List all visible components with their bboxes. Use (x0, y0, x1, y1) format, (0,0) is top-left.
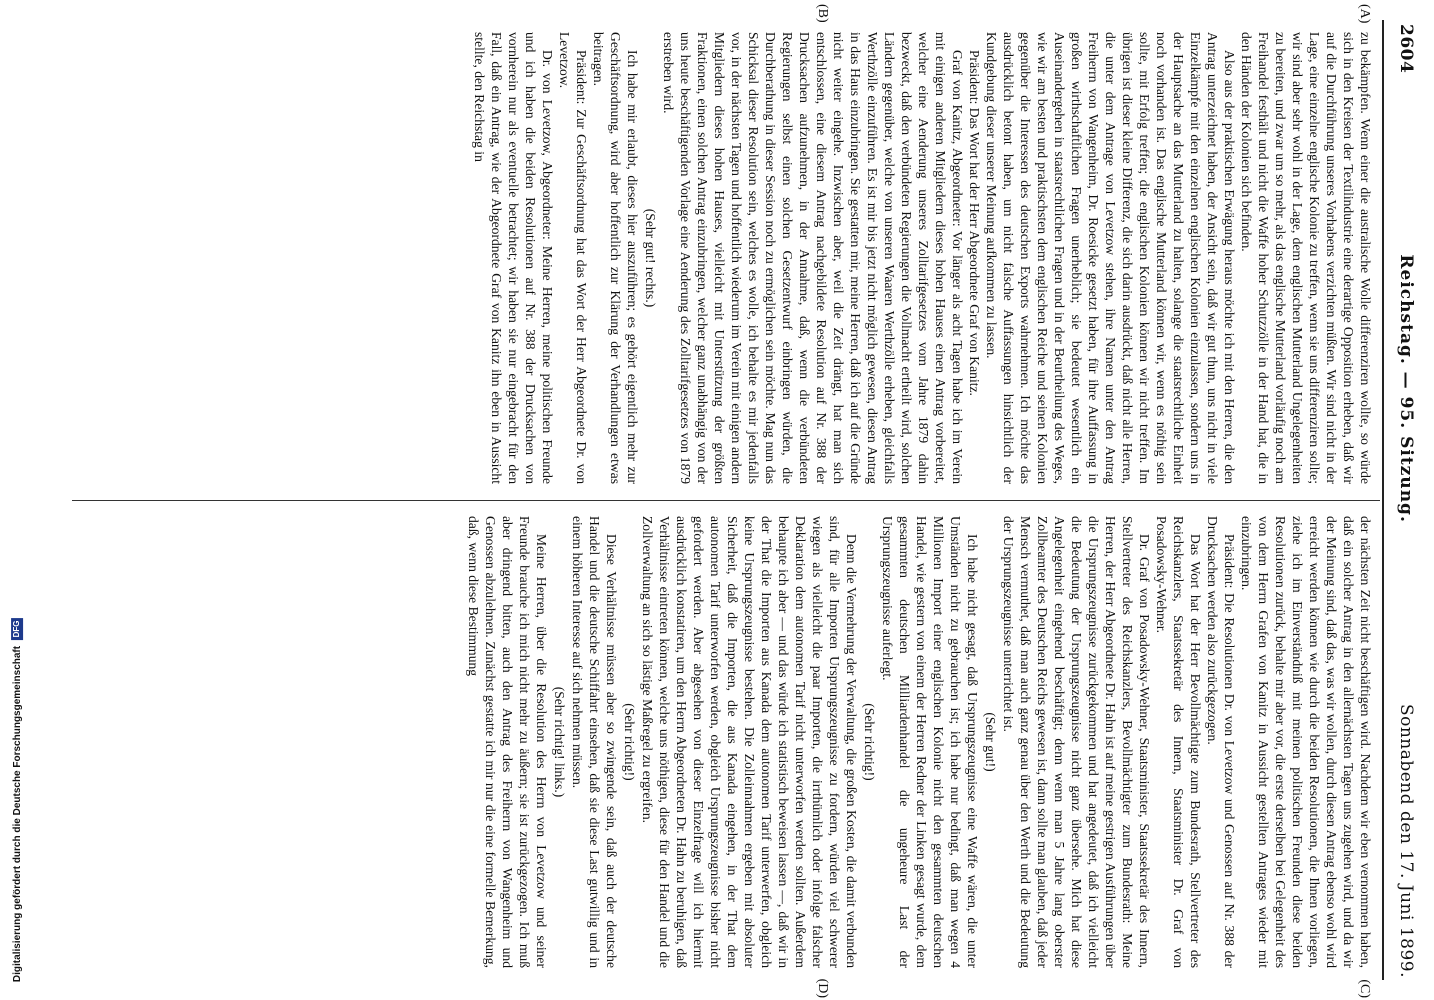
paragraph-president: Präsident: Zur Geschäftsordnung hat das Wort der Herr Abgeordnete Dr. von Levetzow. (557, 32, 589, 484)
margin-marker-b: (B) (815, 4, 830, 23)
margin-marker-d: (D) (815, 978, 830, 998)
paragraph-president: Präsident: Die Resolutionen Dr. von Levetzow und Genossen auf Nr. 388 der Drucksachen werden also zurückgezogen. (1205, 516, 1237, 968)
paragraph: Denn die Vermehrung der Verwaltung, die großen Kosten, die damit verbunden sind, für alle Importen Ursprungszeugnisse zu fordern, würden viel schwerer wiegen als vielleicht die paar Importen, die irrthümlich oder infolge falscher Deklaration dem autonomen Tarif nicht unterworfen werden sollten. Außerdem behaupte ich aber — und das würde ich statistisch beweisen lassen —, daß wir in der That die Importen aus Kanada dem autonomen Tarif unterwerfen, obgleich keine Ursprungszeugnisse bestehen. Die Zolleinnahmen ergeben mit absoluter Sicherheit, daß die Importen, die aus Kanada eingehen, in der That dem autonomen Tarif unterworfen werden, obgleich Ursprungszeugnisse bisher nicht gefordert werden. Aber abgesehen von dieser Einzelfrage will ich hiermit ausdrücklich konstatiren, um den Herrn Abgeordneten Dr. Hahn zu beruhigen, daß Verhältnisse eintreten können, welche uns nöthigen, diese für den Handel und die Zollverwaltung an sich so lästige Maßregel zu ergreifen. (640, 516, 859, 968)
paragraph: zu bekämpfen. Wenn einer die australische Wolle differenziren wollte, so würde sich in den Kreisen der Textilindustrie eine derartige Opposition erheben, daß wir auf die Durchführung unseres Vorhabens verzichten müßten. Wir sind nicht in der Lage, eine einzelne englische Kolonie zu treffen, wenn sie uns differenziren sollte; wir sind aber sehr wohl in der Lage, dem englischen Mutterland Ungelegenheiten zu bereiten, und zwar um so mehr, als das englische Mutterland vorläufig noch am Freihandel festhält und nicht die Waffe hoher Schutzzölle in der Hand hat, die in den Händen der Kolonien sich befinden. (1239, 32, 1373, 484)
paragraph: Diese Verhältnisse müssen aber so zwingende sein, daß auch der deutsche Handel und die deutsche Schiffahrt einsehen, daß sie diese Last gutwillig und in einem höheren Interesse auf sich nehmen müssen. (570, 516, 619, 968)
paragraph: Ich habe nicht gesagt, daß Ursprungszeugnisse eine Waffe wären, die unter Umständen nicht zu gebrauchen ist; ich habe nur bedingt, daß man wegen 4 Millionen Import einer englischen Kolonie nicht den gesammten deutschen Handel, wie gestern von einem der Herren Redner der Linken gesagt wurde, dem gesammten deutschen Milliardenhandel die ungeheure Last der Ursprungszeugnisse auferlegt. (880, 516, 980, 968)
paragraph-speech-levetzow: Dr. von Levetzow, Abgeordneter: Meine Herren, meine politischen Freunde und ich haben die beiden Resolutionen auf Nr. 388 der Drucksachen von vornherein nur als eventuelle betrachtet; wir haben sie nur eingebracht für den Fall, daß ein Antrag, wie der Abgeordnete Graf von Kanitz ihn eben in Aussicht stellte, den Reichstag in (472, 32, 555, 484)
paragraph-speech-posadowsky: Dr. Graf von Posadowsky-Wehner, Staatsminister, Staatssekretär des Innern, Stellvertreter des Reichskanzlers, Bevollmächtigter zum Bundesrath: Meine Herren, der Herr Abgeordnete Dr. Hahn ist auf meine gestrigen Ausführungen über die Ursprungszeugnisse zurückgekommen und hat angedeutet, daß ich vielleicht die Bedeutung der Ursprungszeugnisse nicht ganz übersehe. Mich hat diese Angelegenheit eingehend beschäftigt; denn wenn man 5 Jahre lang oberster Zollbeamter des Deutschen Reichs gewesen ist, dann sollte man glauben, daß jeder Mensch vermuthet, daß man auch ganz genau über den Werth und die Bedeutung der Ursprungszeugnisse unterrichtet ist. (1001, 516, 1152, 968)
paragraph-president: Präsident: Das Wort hat der Herr Abgeordnete Graf von Kanitz. (967, 50, 982, 396)
paragraph: Meine Herren, über die Resolution des Herrn von Levetzow und seiner Freunde brauche ich mich nicht mehr zu äußern; sie ist zurückgezogen. Ich muß aber dringend bitten, auch den Antrag des Freiherrn von Wangenheim und Genossen abzulehnen. Zunächst gestatte ich mir nur die eine formelle Bemerkung, daß, wenn diese Bestimmung (466, 516, 549, 968)
paragraph: Ich habe mir erlaubt, dieses hier auszuführen; es gehört eigentlich mehr zur Geschäftsordnung, wird aber hoffentlich zur Klärung der Verhandlungen etwas beitragen. (591, 32, 640, 484)
paragraph-speech-kanitz: Graf von Kanitz, Abgeordneter: Vor länger als acht Tagen habe ich im Verein mit einigen anderen Mitgliedern dieses hohen Hauses einen Antrag vorbereitet, welcher eine Aenderung unseres Zolltarifgesetzes vom Jahre 1879 dahin bezweckt, daß den verbündeten Regierungen die Vollmacht ertheilt wird, solchen Ländern gegenüber, welche von unseren Waaren Werthzölle erheben, gleichfalls Werthzölle einzuführen. Es ist mir bis jetzt nicht möglich gewesen, diesen Antrag in das Haus einzubringen. Sie gestatten mir, meine Herren, daß ich auf die Gründe nicht weiter eingehe. Inzwischen aber, weil die Zeit drängt, hat man sich entschlossen, eine diesem Antrag nachgebildete Resolution auf Nr. 388 der Drucksachen aufzunehmen, in der Annahme, daß, wenn die verbündeten Regierungen selbst einen solchen Gesetzentwurf einbringen würden, die Durchberathung in dieser Session noch zu ermöglichen sein möchte. Mag nun das Schicksal dieser Resolution sein, welches es wolle, ich behalte es mir jedenfalls vor, in der nächsten Tagen und hoffentlich wiederum im Verein mit einigen andern Mitgliedern dieses hohen Hauses, vielleicht mit Unterstützung der größten Fraktionen, einen solchen Antrag einzubringen, welcher ganz unabhängig von der uns heute beschäftigenden Vorlage eine Aenderung des Zolltarifgesetzes von 1879 erstreben wird. (661, 32, 965, 484)
left-column (471, 32, 1374, 484)
paragraph: Also aus der praktischen Erwägung heraus möchte ich mit den Herren, die den Antrag unterzeichnet haben, der Ansicht sein, daß wir gut thun, uns nicht in viele Einzelkämpfe mit den einzelnen englischen Kolonien einzulassen, sondern uns in der Hauptsache an das Mutterland zu halten, solange die staatsrechtliche Einheit noch vorhanden ist. Das englische Mutterland können wir, wenn es nöthig sein sollte, mit Erfolg treffen; die englischen Kolonien können wir nicht treffen. Im übrigen ist dieser kleine Differenz, die sich darin ausdrückt, daß nicht alle Herren, die unter dem Antrage von Levetzow stehen, ihre Namen unter den Antrag Freiherrn von Wangenheim, Dr. Roesicke gesetzt haben, für ihre Auffassung in großen wirthschaftlichen Fragen unerheblich; sie bedeutet wesentlich ein Auseinandergehen in staatsrechtlichen Fragen und in der Beurtheilung des Weges, wie wir am besten und praktischsten dem englischen Reiche und seinen Kolonien gegenüber die Interessen des deutschen Exports wahrnehmen. Ich möchte das ausdrücklich betont haben, um nicht falsche Auffassungen hinsichtlich der Kundgebung dieser unserer Meinung aufkommen zu lassen. (984, 32, 1237, 484)
margin-marker-c: (C) (1357, 979, 1372, 998)
right-column (465, 516, 1374, 968)
session-title: Reichstag. — 95. Sitzung. (1396, 254, 1416, 523)
dfg-logo: DFG (11, 618, 23, 640)
paragraph: Das Wort hat der Herr Bevollmächtigte zum Bundesrath, Stellvertreter des Reichskanzlers, Staatssekretär des Innern, Staatsminister Dr. Graf von Posadowsky-Wehner. (1154, 516, 1203, 968)
column-divider (72, 500, 1380, 501)
interjection: (Sehr richtig!) (862, 703, 877, 781)
interjection: (Sehr gut!) (983, 712, 998, 772)
header-rule (1382, 20, 1384, 980)
margin-marker-a: (A) (1357, 4, 1372, 24)
interjection: (Sehr gut! rechts.) (643, 208, 658, 308)
page-number: 2604 (1396, 24, 1416, 74)
page-header (1386, 24, 1426, 978)
interjection: (Sehr richtig! links.) (552, 686, 567, 798)
paragraph: der nächsten Zeit nicht beschäftigen wird. Nachdem wir eben vernommen haben, daß ein solcher Antrag in den allernächsten Tagen uns zugehen wird, und da wir der Meinung sind, daß das, was wir wollen, durch diesen Antrag ebenso wohl wird erreicht werden können wie durch die beiden Resolutionen, die Ihnen vorliegen, ziehe ich im Einverständniß mit meinen politischen Freunden diese beiden Resolutionen zurück, behalte mir aber vor, die erste derselben bei Gelegenheit des von dem Herrn Grafen von Kanitz in Aussicht gestellten Antrages wieder mit einzubringen. (1239, 516, 1373, 968)
interjection: (Sehr richtig!) (622, 703, 637, 781)
rotated-document-page (52, 0, 1434, 1000)
credit-text: Digitalisierung gefördert durch die Deutsche Forschungsgemeinschaft (11, 645, 23, 983)
digitization-credit (2, 604, 32, 996)
session-date: Sonnabend den 17. Juni 1899. (1396, 703, 1416, 978)
